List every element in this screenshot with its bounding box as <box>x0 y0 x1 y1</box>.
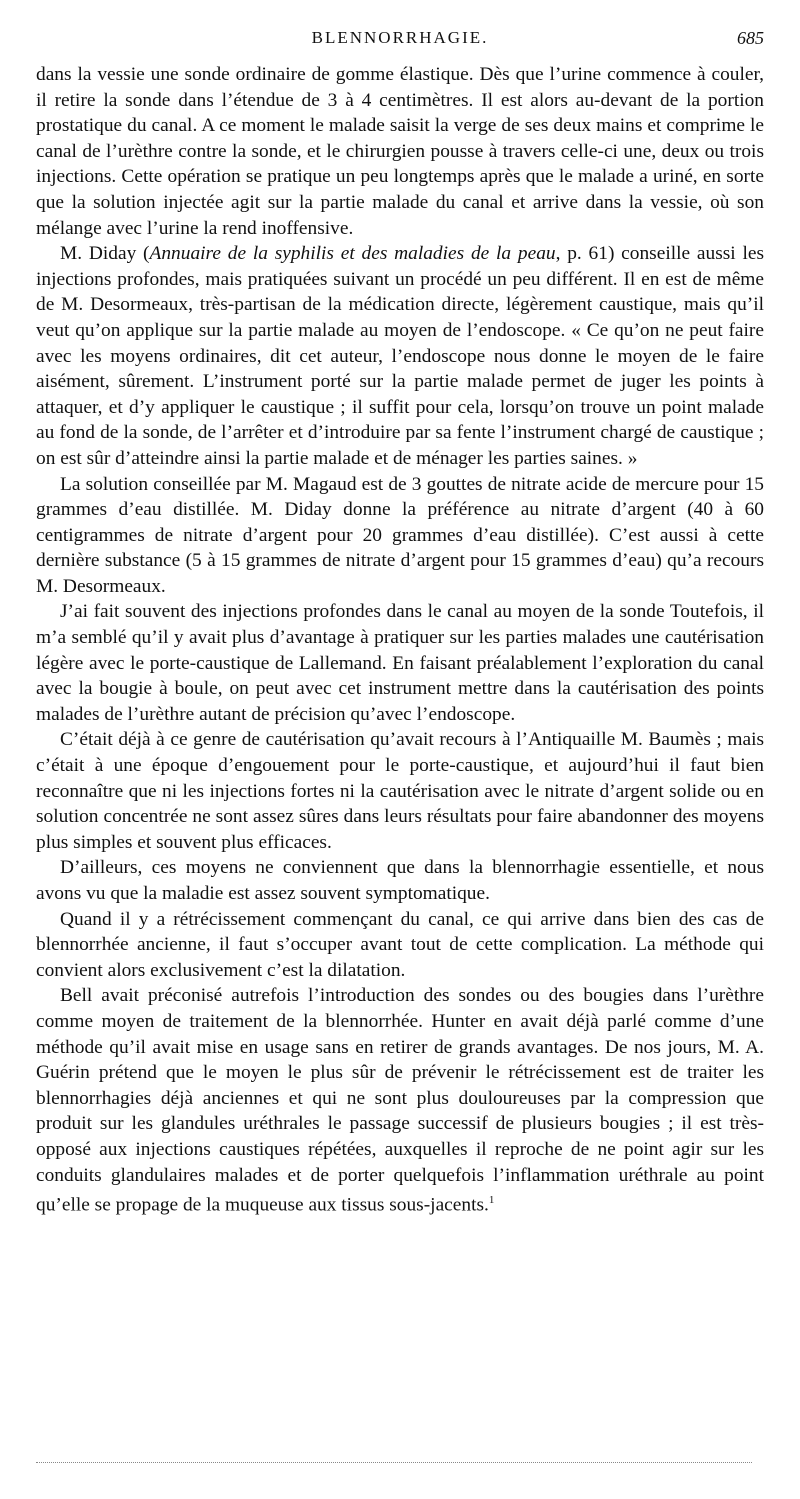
paragraph-8 <box>36 983 764 1218</box>
paragraph-5: C’était déjà à ce genre de cautérisation qu’avait recours à l’Antiquaille M. Baumès ; mais c’était à une époque d’engouement pour le porte-caustique, et aujourd’hui il faut bien reconnaître que ni les injections fortes ni la cautérisation avec le nitrate d’argent solide ou en solution concentrée ne sont assez sûres dans leurs résultats pour faire abandonner des moyens plus simples et souvent plus efficaces. <box>36 729 764 853</box>
paragraph-2-rest: , p. 61) conseille aussi les injections profondes, mais pratiquées suivant un procédé un peu différent. Il en est de même de M. Desormeaux, très-partisan de la médication directe, légèrement caustique, mais qu’il veut qu’on applique sur la partie malade au moyen de l’endoscope. « Ce qu’on ne peut faire avec les moyens ordinaires, dit cet auteur, l’endoscope nous donne le moyen de le faire aisément, sûrement. L’instrument porté sur la partie malade permet de juger les points à attaquer, et d’y appliquer le caustique ; il suffit pour cela, lorsqu’on trouve un point malade au fond de la sonde, de l’arrêter et d’introduire par sa fente l’instrument chargé de caustique ; on est sûr d’atteindre ainsi la partie malade et de ménager les parties saines. » <box>36 243 764 469</box>
paragraph-4: J’ai fait souvent des injections profondes dans le canal au moyen de la sonde Toutefois, il m’a semblé qu’il y avait plus d’avantage à pratiquer sur les parties malades une cautérisation légère avec le porte-caustique de Lallemand. En faisant préalablement l’exploration du canal avec la bougie à boule, on peut avec cet instrument mettre dans la cautérisation des points malades de l’urèthre autant de précision qu’avec l’endoscope. <box>36 601 764 725</box>
page-header <box>36 28 764 50</box>
body-text <box>36 62 764 1218</box>
paragraph-3: La solution conseillée par M. Magaud est de 3 gouttes de nitrate acide de mercure pour 15 grammes d’eau distillée. M. Diday donne la préférence au nitrate d’argent (40 à 60 centigrammes de nitrate d’argent pour 20 grammes d’eau distillée). C’est aussi à cette dernière substance (5 à 15 grammes de nitrate d’argent pour 15 grammes d’eau) qu’a recours M. Desormeaux. <box>36 473 764 597</box>
cited-work-title: Annuaire de la syphilis et des maladies de la peau <box>149 243 556 265</box>
page-number: 685 <box>737 28 764 48</box>
running-title: BLENNORRHAGIE. <box>311 28 489 47</box>
paragraph-2-start: M. Diday ( <box>60 243 150 265</box>
paragraph-2 <box>36 241 764 471</box>
paragraph-7: Quand il y a rétrécissement commençant du canal, ce qui arrive dans bien des cas de blennorrhée ancienne, il faut s’occuper avant tout de cette complication. La méthode qui convient alors exclusivement c’est la dilatation. <box>36 908 764 981</box>
footnote-mark: 1 <box>488 1194 495 1207</box>
paragraph-6: D’ailleurs, ces moyens ne conviennent que dans la blennorrhagie essentielle, et nous avons vu que la maladie est assez souvent symptomatique. <box>36 857 764 904</box>
paragraph-1: dans la vessie une sonde ordinaire de gomme élastique. Dès que l’urine commence à couler, il retire la sonde dans l’étendue de 3 à 4 centimètres. Il est alors au-devant de la portion prostatique du canal. A ce moment le malade saisit la verge de ses deux mains et comprime le canal de l’urèthre contre la sonde, et le chirurgien pousse à travers celle-ci une, deux ou trois injections. Cette opération se pratique un peu longtemps après que le malade a uriné, en sorte que la solution injectée agit sur la partie malade du canal et arrive dans la vessie, où son mélange avec l’urine la rend inoffensive. <box>36 64 764 239</box>
footer-dotted-rule <box>36 1462 752 1463</box>
paragraph-8-text: Bell avait préconisé autrefois l’introduction des sondes ou des bougies dans l’urèthre comme moyen de traitement de la blennorrhée. Hunter en avait déjà parlé comme d’une méthode qu’il avait mise en usage sans en retirer de grands avantages. De nos jours, M. A. Guérin prétend que le moyen le plus sûr de prévenir le rétrécissement est de traiter les blennorrhagies déjà anciennes et qui ne sont plus douloureuses par la compression que produit sur les glandules uréthrales le passage successif de plusieurs bougies ; il est très-opposé aux injections caustiques répétées, auxquelles il reproche de ne point agir sur les conduits glandulaires malades et de porter quelquefois l’inflammation uréthrale au point qu’elle se propage de la muqueuse aux tissus sous-jacents. <box>36 985 764 1216</box>
